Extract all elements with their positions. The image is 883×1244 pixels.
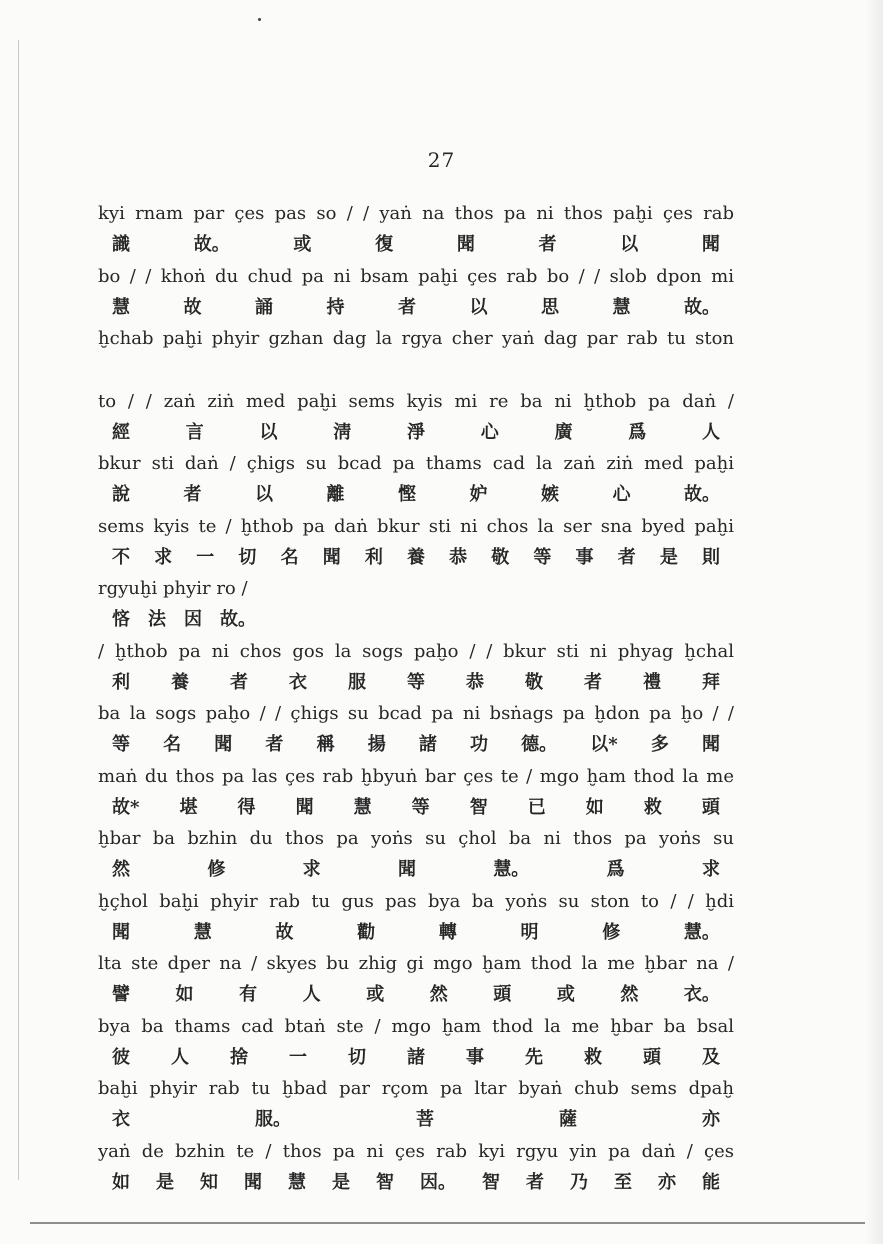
chinese-char: 法 (148, 609, 166, 630)
chinese-char: 有 (239, 984, 258, 1005)
chinese-char: 故。 (684, 297, 720, 318)
chinese-char: 人 (171, 1047, 189, 1068)
chinese-char: 服。 (255, 1109, 291, 1130)
chinese-char: 嫉 (541, 484, 559, 505)
chinese-char: 救 (584, 1047, 602, 1068)
tibetan-line: rgyuḫi phyir ro / (98, 578, 248, 599)
chinese-char: 故 (183, 297, 202, 318)
tibetan-line: ḫchab paḫi phyir gzhan dag la rgya cher yaṅ dag par rab tu ston (98, 328, 734, 349)
chinese-char: 聞 (244, 1172, 262, 1193)
chinese-char: 切 (348, 1047, 366, 1068)
chinese-char: 及 (702, 1047, 720, 1068)
tibetan-line: ba la sogs paḫo / / çhigs su bcad pa ni bsṅags pa ḫdon pa ḫo / / (98, 703, 734, 724)
tibetan-line: to / / zaṅ ziṅ med paḫi sems kyis mi re ba ni ḫthob pa daṅ / (98, 391, 734, 412)
chinese-char: 頭 (643, 1047, 661, 1068)
tibetan-line: ḫçhol baḫi phyir rab tu gus pas bya ba yoṅs su ston to / / ḫdi (98, 891, 734, 912)
chinese-line (98, 233, 734, 257)
chinese-char: 以* (590, 734, 618, 755)
tibetan-line: / ḫthob pa ni chos gos la sogs paḫo / / bkur sti ni phyag ḫchal (98, 641, 734, 662)
chinese-char: 彼 (112, 1047, 130, 1068)
chinese-char: 頭 (701, 797, 720, 818)
chinese-char: 者 (183, 484, 202, 505)
margin-rule (18, 40, 19, 1180)
page-edge-shadow (865, 0, 883, 1244)
tibetan-line: maṅ du thos pa las çes rab ḫbyuṅ bar çes te / mgo ḫam thod la me (98, 766, 734, 787)
chinese-char: 人 (702, 422, 720, 443)
chinese-char: 敬 (491, 547, 510, 568)
chinese-char: 慧 (193, 922, 212, 943)
chinese-char: 聞 (701, 734, 720, 755)
chinese-char: 聞 (456, 234, 475, 255)
chinese-char: 言 (185, 422, 204, 443)
chinese-char: 慳 (398, 484, 416, 505)
chinese-char: 轉 (438, 922, 457, 943)
chinese-char: 聞 (397, 859, 416, 880)
chinese-line (98, 921, 734, 945)
chinese-line (98, 1108, 734, 1132)
chinese-line (98, 733, 734, 757)
chinese-char: 智 (376, 1172, 394, 1193)
chinese-char: 復 (375, 234, 394, 255)
chinese-char: 如 (175, 984, 194, 1005)
chinese-char: 悋 (112, 609, 130, 630)
chinese-char: 然 (620, 984, 639, 1005)
chinese-char: 敬 (525, 672, 543, 693)
chinese-char: 思 (541, 297, 559, 318)
tibetan-line: baḫi phyir rab tu ḫbad par rçom pa ltar byaṅ chub sems dpaḫ (98, 1078, 734, 1099)
chinese-char: 聞 (701, 234, 720, 255)
chinese-char: 或 (293, 234, 312, 255)
chinese-char: 事 (466, 1047, 484, 1068)
chinese-char: 利 (112, 672, 130, 693)
chinese-char: 名 (280, 547, 299, 568)
chinese-char: 恭 (449, 547, 468, 568)
chinese-char: 衣 (289, 672, 307, 693)
tibetan-line: lta ste dper na / skyes bu zhig gi mgo ḫam thod la me ḫbar na / (98, 953, 734, 974)
chinese-char: 譬 (112, 984, 130, 1005)
chinese-char: 稱 (316, 734, 335, 755)
chinese-char: 者 (398, 297, 416, 318)
chinese-line (98, 1171, 734, 1195)
chinese-char: 至 (614, 1172, 632, 1193)
chinese-char: 然 (112, 859, 130, 880)
chinese-char: 淸 (333, 422, 352, 443)
chinese-char: 等 (112, 734, 130, 755)
bottom-rule (30, 1222, 865, 1224)
chinese-char: 誦 (255, 297, 273, 318)
chinese-char: 養 (406, 547, 425, 568)
chinese-char: 或 (366, 984, 385, 1005)
tibetan-line: bkur sti daṅ / çhigs su bcad pa thams cad la zaṅ ziṅ med paḫi (98, 453, 734, 474)
chinese-char: 功 (469, 734, 488, 755)
tibetan-line: yaṅ de bzhin te / thos pa ni çes rab kyi rgyu yin pa daṅ / çes (98, 1141, 734, 1162)
chinese-line (98, 1046, 734, 1070)
chinese-char: 事 (575, 547, 594, 568)
chinese-char: 爲 (628, 422, 647, 443)
chinese-char: 頭 (493, 984, 512, 1005)
chinese-char: 服 (348, 672, 366, 693)
chinese-char: 求 (302, 859, 321, 880)
chinese-char: 衣 (112, 1109, 130, 1130)
chinese-char: 故* (112, 797, 140, 818)
chinese-char: 者 (584, 672, 602, 693)
chinese-char: 故。 (220, 609, 256, 630)
chinese-char: 者 (230, 672, 248, 693)
chinese-char: 然 (429, 984, 448, 1005)
chinese-char: 以 (469, 297, 488, 318)
chinese-char: 者 (617, 547, 636, 568)
chinese-char: 修 (207, 859, 226, 880)
chinese-char: 者 (265, 734, 284, 755)
chinese-char: 心 (480, 422, 499, 443)
chinese-char: 故。 (684, 484, 720, 505)
chinese-line (98, 483, 734, 507)
chinese-char: 以 (620, 234, 639, 255)
chinese-char: 能 (702, 1172, 720, 1193)
tibetan-line: ḫbar ba bzhin du thos pa yoṅs su çhol ba ni thos pa yoṅs su (98, 828, 734, 849)
chinese-char: 以 (259, 422, 278, 443)
tibetan-line: bo / / khoṅ du chud pa ni bsam paḫi çes rab bo / / slob dpon mi (98, 266, 734, 287)
chinese-char: 說 (112, 484, 130, 505)
chinese-char: 求 (701, 859, 720, 880)
chinese-char: 慧 (353, 797, 372, 818)
chinese-char: 養 (171, 672, 189, 693)
tibetan-line: bya ba thams cad btaṅ ste / mgo ḫam thod la me ḫbar ba bsal (98, 1016, 734, 1037)
chinese-char: 救 (643, 797, 662, 818)
chinese-char: 求 (154, 547, 173, 568)
chinese-char: 切 (238, 547, 257, 568)
chinese-char: 聞 (295, 797, 314, 818)
chinese-char: 廣 (554, 422, 573, 443)
chinese-char: 聞 (322, 547, 341, 568)
chinese-char: 妒 (469, 484, 488, 505)
chinese-char: 如 (112, 1172, 130, 1193)
chinese-char: 亦 (702, 1109, 720, 1130)
chinese-line (98, 858, 734, 882)
chinese-line (98, 296, 734, 320)
chinese-char: 亦 (658, 1172, 676, 1193)
chinese-line (98, 983, 734, 1007)
chinese-line (98, 796, 734, 820)
chinese-char: 智 (482, 1172, 500, 1193)
chinese-char: 以 (255, 484, 273, 505)
chinese-char: 故 (275, 922, 294, 943)
chinese-char: 智 (469, 797, 488, 818)
chinese-char: 捨 (230, 1047, 248, 1068)
chinese-char: 如 (585, 797, 604, 818)
chinese-line (98, 671, 734, 695)
chinese-char: 爲 (606, 859, 625, 880)
tibetan-line: sems kyis te / ḫthob pa daṅ bkur sti ni chos la ser sna byed paḫi (98, 516, 734, 537)
chinese-line (98, 608, 734, 632)
chinese-char: 薩 (559, 1109, 577, 1130)
chinese-char: 因 (184, 609, 202, 630)
chinese-char: 者 (526, 1172, 544, 1193)
chinese-char: 慧 (288, 1172, 306, 1193)
chinese-char: 名 (163, 734, 182, 755)
chinese-char: 恭 (466, 672, 484, 693)
tibetan-line: kyi rnam par çes pas so / / yaṅ na thos pa ni thos paḫi çes rab (98, 203, 734, 224)
chinese-char: 是 (659, 547, 678, 568)
chinese-char: 乃 (570, 1172, 588, 1193)
chinese-char: 淨 (407, 422, 425, 443)
chinese-char: 聞 (112, 922, 130, 943)
chinese-char: 禮 (643, 672, 661, 693)
chinese-char: 故。 (193, 234, 230, 255)
chinese-char: 等 (407, 672, 425, 693)
chinese-char: 心 (612, 484, 631, 505)
print-speck (258, 18, 261, 21)
chinese-line (98, 546, 734, 570)
chinese-char: 慧 (112, 297, 130, 318)
chinese-char: 慧。 (493, 859, 530, 880)
chinese-char: 等 (533, 547, 552, 568)
chinese-char: 等 (411, 797, 430, 818)
chinese-char: 慧 (612, 297, 631, 318)
chinese-char: 拜 (702, 672, 720, 693)
chinese-char: 堪 (179, 797, 198, 818)
chinese-char: 離 (326, 484, 345, 505)
chinese-line (98, 421, 734, 445)
chinese-char: 經 (112, 422, 130, 443)
chinese-char: 者 (538, 234, 557, 255)
chinese-char: 一 (289, 1047, 307, 1068)
chinese-char: 或 (556, 984, 575, 1005)
chinese-char: 是 (332, 1172, 350, 1193)
chinese-char: 先 (525, 1047, 543, 1068)
page-number: 27 (427, 148, 456, 172)
chinese-char: 諸 (418, 734, 437, 755)
chinese-char: 已 (527, 797, 546, 818)
chinese-char: 修 (602, 922, 621, 943)
chinese-char: 菩 (416, 1109, 434, 1130)
chinese-char: 德。 (521, 734, 558, 755)
chinese-char: 明 (520, 922, 539, 943)
chinese-char: 人 (302, 984, 321, 1005)
chinese-char: 一 (196, 547, 215, 568)
chinese-char: 衣。 (683, 984, 720, 1005)
chinese-char: 勸 (357, 922, 376, 943)
chinese-char: 慧。 (683, 922, 720, 943)
chinese-char: 多 (650, 734, 669, 755)
chinese-char: 是 (156, 1172, 174, 1193)
chinese-char: 知 (200, 1172, 218, 1193)
chinese-char: 持 (326, 297, 345, 318)
chinese-char: 聞 (214, 734, 233, 755)
chinese-char: 不 (112, 547, 130, 568)
chinese-char: 則 (701, 547, 720, 568)
chinese-char: 因。 (420, 1172, 456, 1193)
chinese-char: 諸 (407, 1047, 425, 1068)
chinese-char: 得 (237, 797, 256, 818)
chinese-char: 利 (364, 547, 383, 568)
chinese-char: 識 (112, 234, 130, 255)
chinese-char: 揚 (367, 734, 386, 755)
